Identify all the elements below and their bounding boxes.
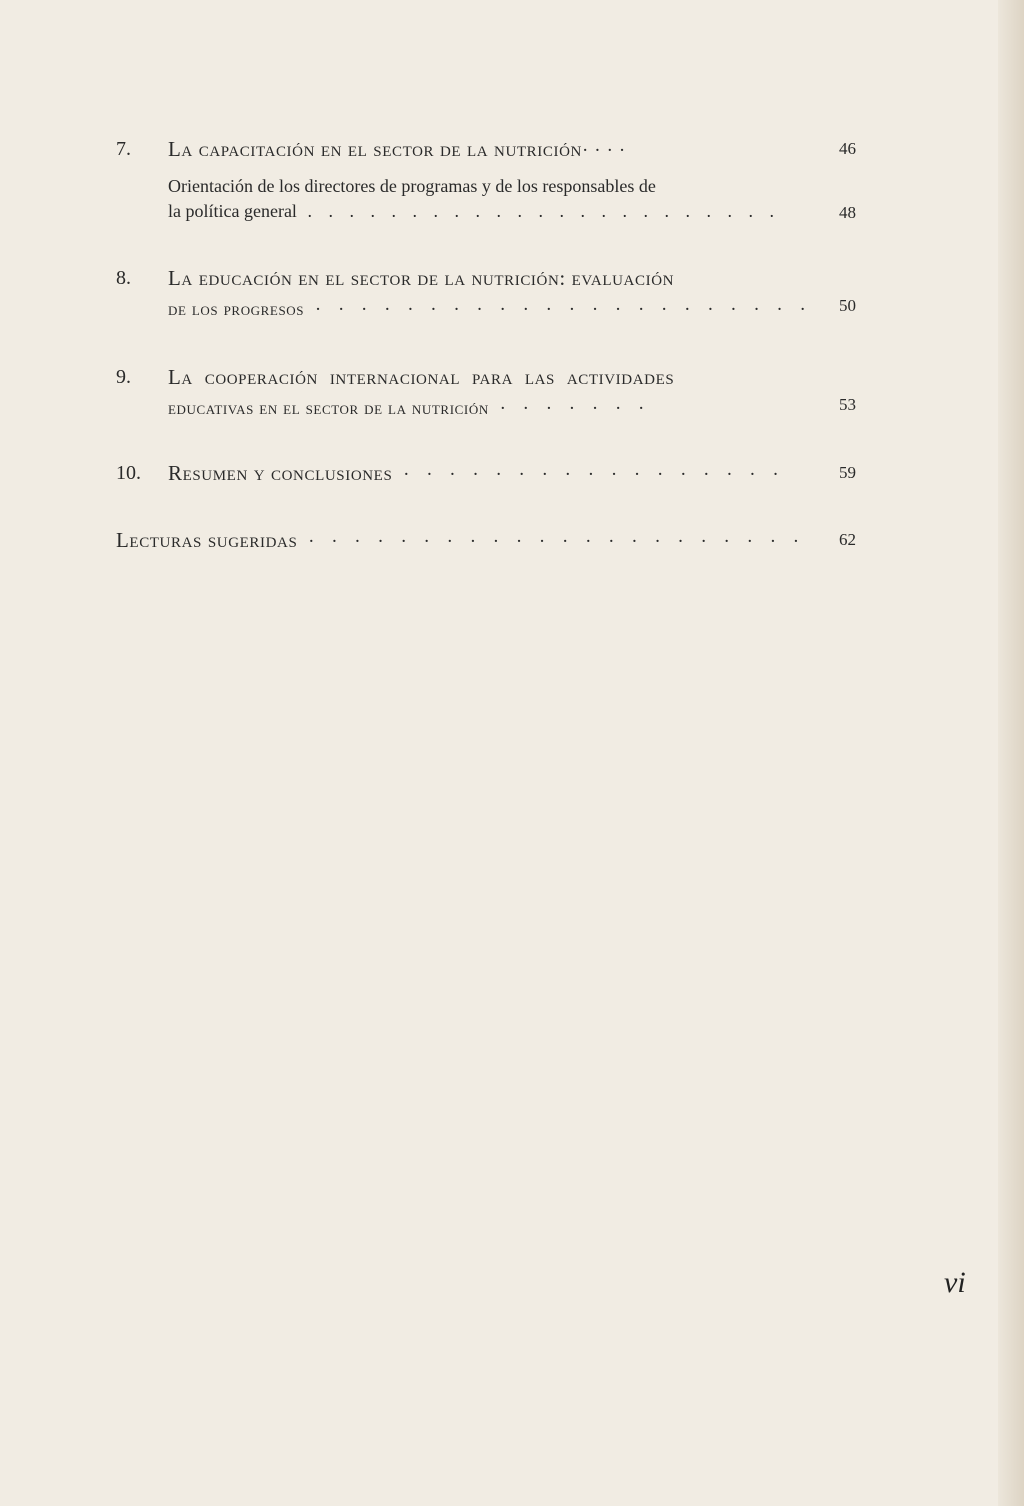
toc-entry-title-text: La capacitación en el sector de la nutrición: [168, 137, 582, 161]
toc-entry-title: [168, 136, 773, 164]
toc-entry-title-text: Lecturas sugeridas: [116, 528, 298, 552]
toc-subentry-title: [168, 174, 780, 224]
toc-entry-title: [168, 460, 785, 488]
toc-entry-10: [116, 460, 856, 490]
toc-entry-page: 62: [839, 530, 856, 549]
toc-entry-lecturas: [116, 527, 856, 557]
toc-entry-page: 53: [839, 395, 856, 414]
toc-subentry-line-2-text: la política general: [168, 201, 297, 221]
dot-leader: · · · · · · · · · · · · · · · · · · · · · ·: [304, 299, 812, 320]
toc-entry-number: 9.: [116, 366, 131, 388]
toc-subentry-page: 48: [839, 203, 856, 222]
page-folio: vi: [944, 1266, 966, 1299]
toc-entry-title: [168, 265, 812, 323]
toc-entry-8: [116, 265, 856, 321]
dot-leader: · · · · · · · · · · · · · · · · · · · · · ·: [297, 531, 806, 552]
toc-entry-number: 8.: [116, 267, 131, 289]
toc-entry-title: [116, 527, 806, 555]
dot-leader: · · · · · · ·: [488, 398, 651, 419]
toc-entry-page: 59: [839, 463, 856, 482]
toc-entry-title-line-2-text: educativas en el sector de la nutrición: [168, 398, 489, 419]
toc-entry-title-text: Resumen y conclusiones: [168, 461, 393, 485]
toc-entry-9: [116, 364, 856, 420]
toc-entry-page: 50: [839, 296, 856, 315]
toc-entry-7: [116, 136, 856, 166]
dot-leader: . . . . . . . . . . . . . . . . . . . . . . .: [296, 201, 780, 221]
toc-entry-title-line-2-text: de los progresos: [168, 299, 305, 320]
toc-entry-title-line-1: La educación en el sector de la nutrición: evaluación: [168, 266, 675, 290]
toc-entry-number: 7.: [116, 138, 131, 160]
toc-entry-number: 10.: [116, 462, 141, 484]
dot-leader: · · · · · · · · · · · · · · · · ·: [392, 464, 785, 485]
toc-entry-page: 46: [839, 139, 856, 158]
toc-entry-title-line-1: La cooperación internacional para las actividades: [168, 365, 675, 389]
toc-subentry-line-2: [168, 199, 780, 224]
toc-entry-title-line-2: [168, 297, 812, 323]
dot-leader: ····: [581, 140, 632, 161]
toc-entry-title: [168, 364, 773, 422]
toc-subentry: [116, 174, 856, 230]
toc-entry-title-line-2: [168, 396, 773, 422]
toc-subentry-line-1: Orientación de los directores de programas y de los responsables de: [168, 176, 656, 196]
